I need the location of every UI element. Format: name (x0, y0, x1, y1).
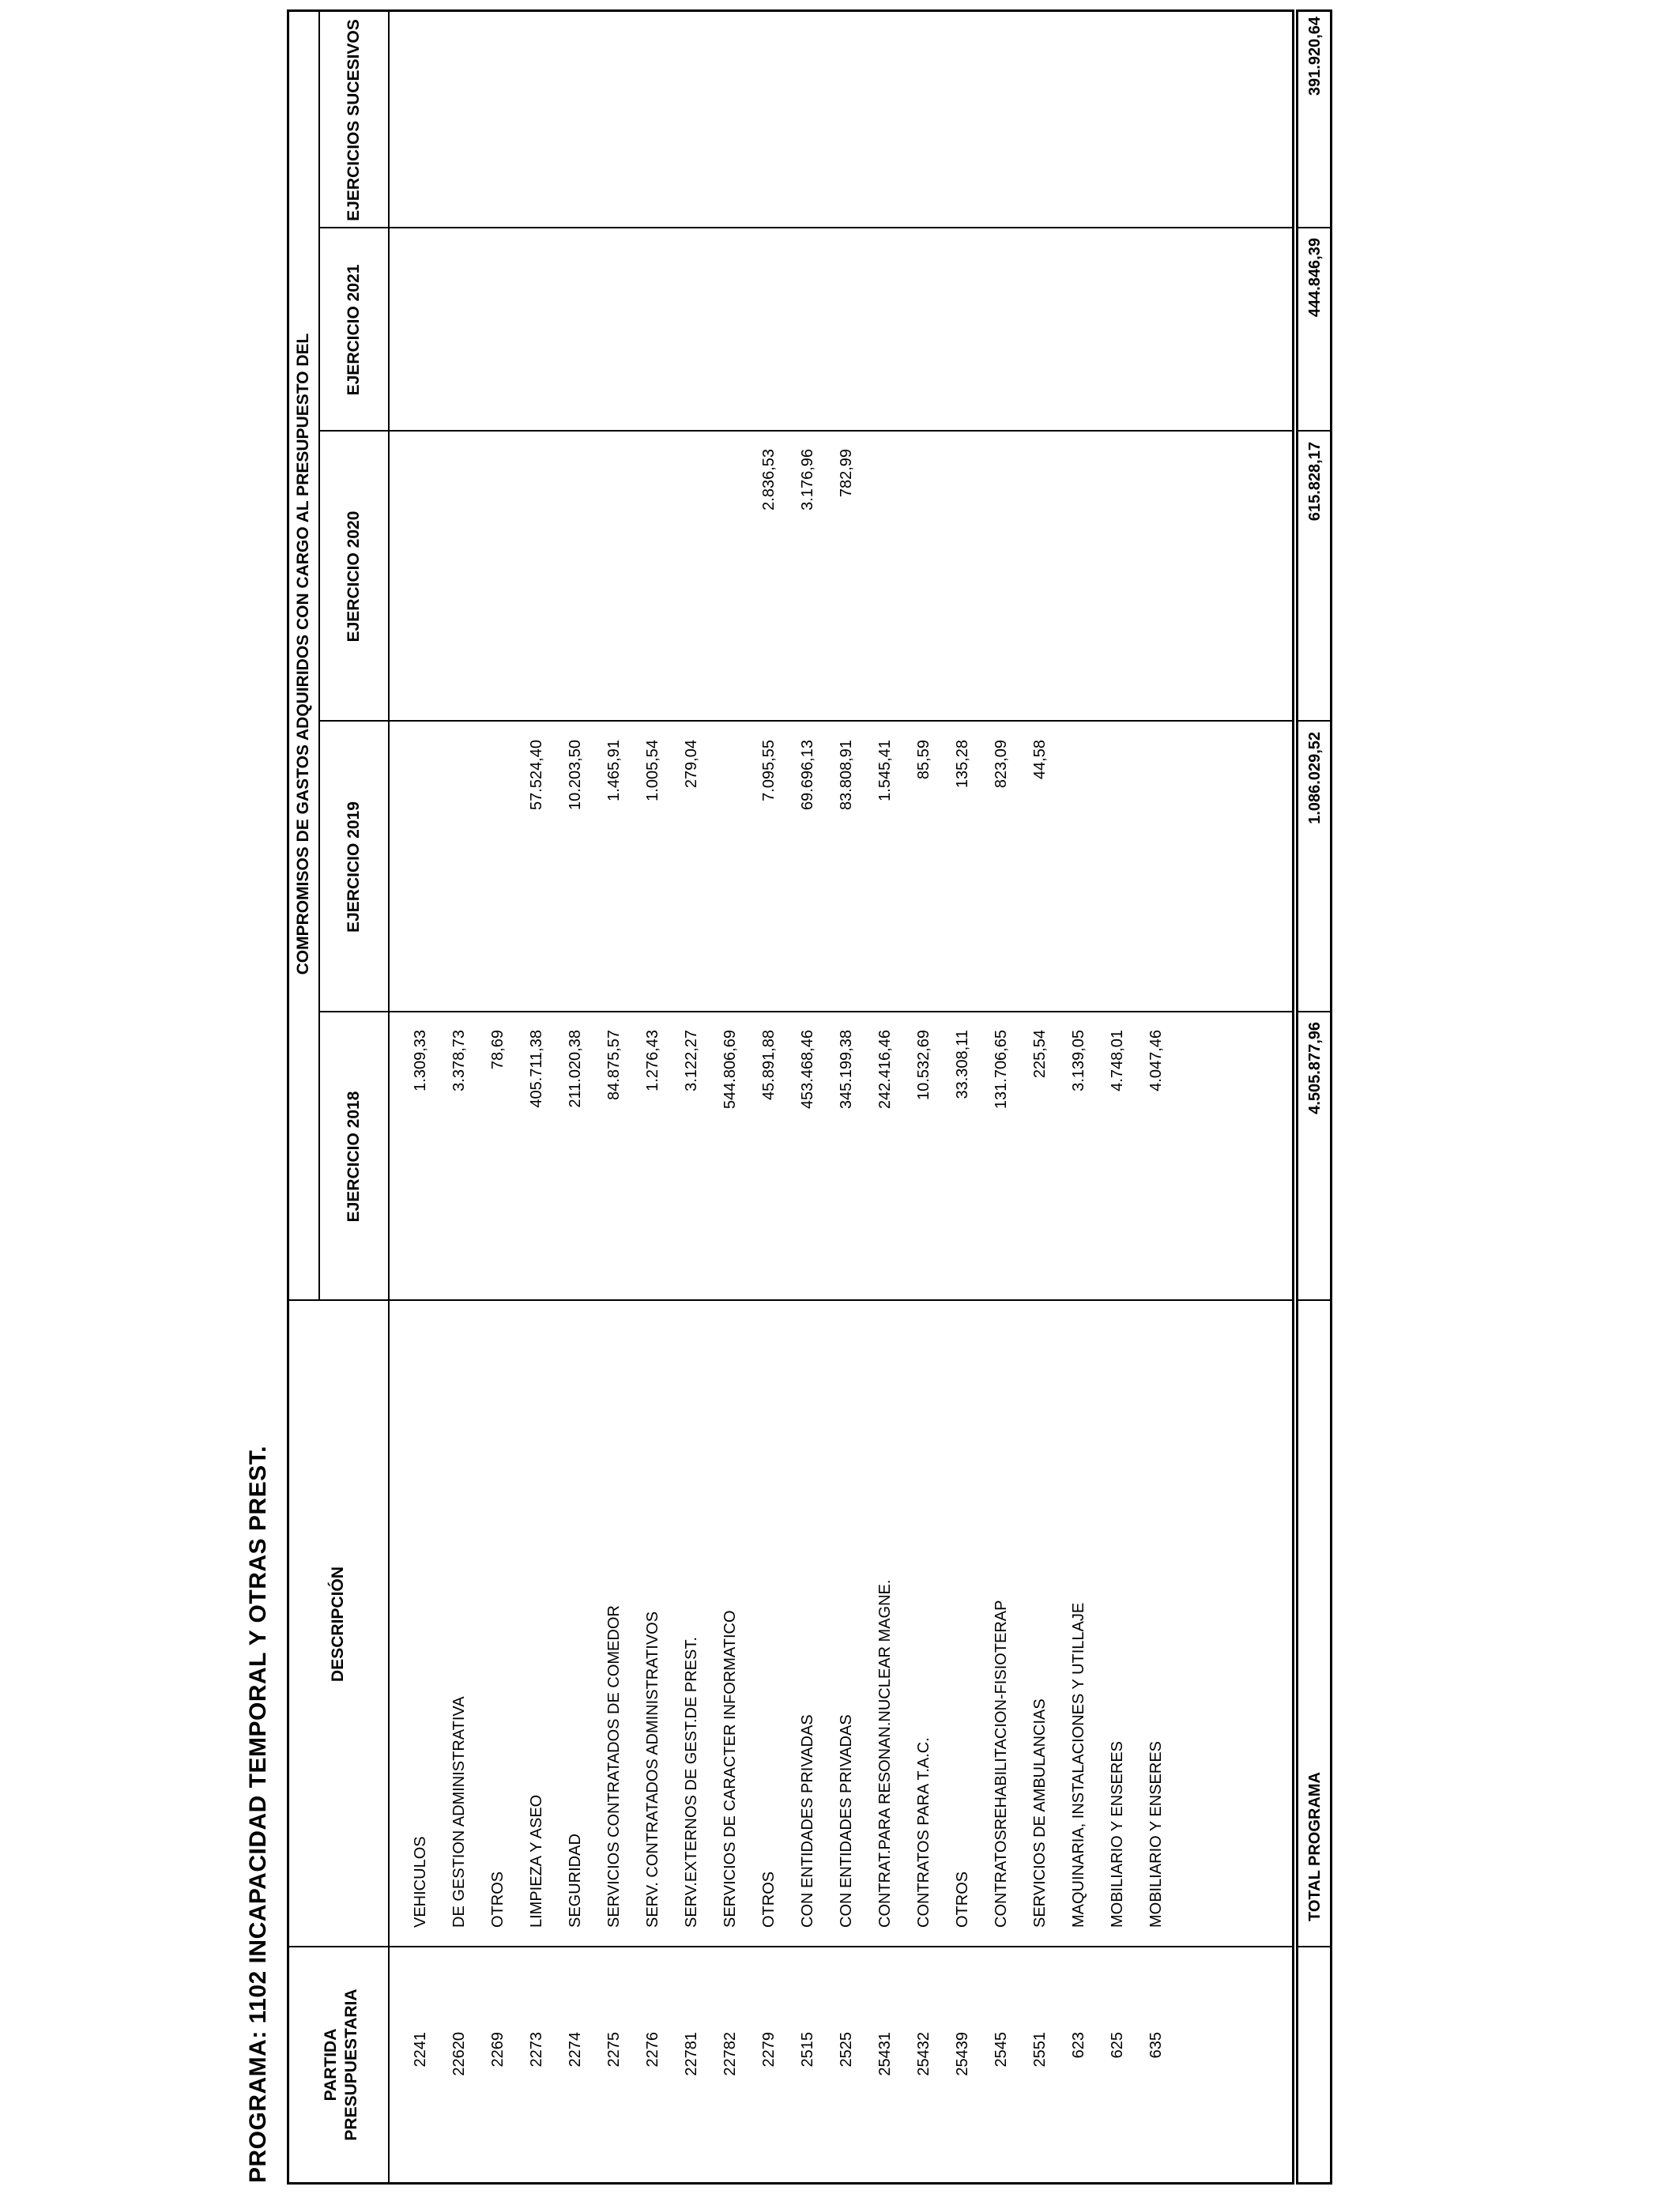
divider (388, 12, 390, 2182)
row-ejercicio-2018: 225,54 (1031, 1030, 1049, 1079)
row-ejercicio-2019: 10.203,50 (567, 740, 584, 810)
header-ejercicios-sucesivos: EJERCICIOS SUCESIVOS (345, 19, 363, 221)
row-ejercicio-2020: 3.176,96 (799, 449, 816, 511)
row-code: 22781 (683, 2032, 700, 2076)
total-sucesivos: 391.920,64 (1306, 17, 1324, 96)
header-descripcion: DESCRIPCIÓN (329, 1566, 347, 1682)
row-code: 22620 (450, 2032, 468, 2076)
row-ejercicio-2019: 1.465,91 (605, 740, 623, 801)
row-ejercicio-2018: 345.199,38 (838, 1030, 855, 1110)
row-ejercicio-2019: 1.005,54 (644, 740, 661, 801)
row-code: 2273 (528, 2032, 545, 2068)
row-code: 25431 (876, 2032, 894, 2076)
divider (289, 1946, 1292, 1947)
row-description: OTROS (954, 1871, 971, 1928)
divider (1298, 720, 1330, 722)
row-ejercicio-2018: 405.711,38 (528, 1030, 545, 1108)
header-ejercicio-2020: EJERCICIO 2020 (345, 511, 363, 643)
row-ejercicio-2018: 3.378,73 (450, 1030, 468, 1091)
row-ejercicio-2018: 33.308,11 (954, 1030, 971, 1099)
row-ejercicio-2019: 823,09 (993, 740, 1010, 789)
row-code: 2269 (489, 2032, 507, 2068)
row-code: 25439 (954, 2032, 971, 2076)
row-ejercicio-2018: 3.139,05 (1070, 1030, 1087, 1091)
total-2019: 1.086.029,52 (1306, 732, 1324, 824)
row-description: SERV. CONTRATADOS ADMINISTRATIVOS (644, 1611, 661, 1928)
row-description: VEHICULOS (412, 1836, 429, 1928)
row-code: 2276 (644, 2032, 661, 2068)
divider (1298, 1011, 1330, 1012)
row-description: MAQUINARIA, INSTALACIONES Y UTILLAJE (1070, 1602, 1087, 1928)
row-ejercicio-2018: 544.806,69 (721, 1030, 739, 1110)
row-code: 2551 (1031, 2032, 1049, 2068)
row-description: MOBILIARIO Y ENSERES (1109, 1740, 1126, 1928)
row-ejercicio-2019: 135,28 (954, 740, 971, 789)
row-description: CONTRAT.PARA RESONAN.NUCLEAR MAGNE. (876, 1579, 894, 1928)
row-ejercicio-2018: 78,69 (489, 1030, 507, 1070)
row-ejercicio-2018: 45.891,88 (760, 1030, 778, 1100)
row-ejercicio-2019: 1.545,41 (876, 740, 894, 801)
row-ejercicio-2019: 279,04 (683, 740, 700, 789)
divider (318, 430, 1292, 432)
divider (1298, 1299, 1330, 1301)
divider (1298, 227, 1330, 228)
row-code: 623 (1070, 2032, 1087, 2059)
divider (318, 12, 320, 1301)
page-title: PROGRAMA: 1102 INCAPACIDAD TEMPORAL Y OTRAS PREST. (245, 1446, 271, 2183)
header-ejercicio-2019: EJERCICIO 2019 (345, 801, 363, 933)
row-ejercicio-2018: 211.020,38 (567, 1030, 584, 1108)
row-ejercicio-2019: 83.808,91 (838, 740, 855, 810)
row-description: SERVICIOS DE CARACTER INFORMATICO (721, 1610, 739, 1928)
row-code: 2545 (993, 2032, 1010, 2068)
total-2021: 444.846,39 (1306, 238, 1324, 318)
row-description: SERV.EXTERNOS DE GEST.DE PREST. (683, 1637, 700, 1928)
row-code: 2275 (605, 2032, 623, 2068)
divider (1298, 430, 1330, 432)
row-code: 2274 (567, 2032, 584, 2068)
row-code: 2279 (760, 2032, 778, 2068)
row-code: 625 (1109, 2032, 1126, 2059)
total-2020: 615.828,17 (1306, 442, 1324, 522)
header-ejercicio-2018: EJERCICIO 2018 (345, 1091, 363, 1223)
row-ejercicio-2018: 1.276,43 (644, 1030, 661, 1091)
row-code: 25432 (915, 2032, 932, 2076)
row-code: 2525 (838, 2032, 855, 2068)
row-description: OTROS (489, 1871, 507, 1928)
row-ejercicio-2020: 2.836,53 (760, 449, 778, 511)
header-partida (321, 1947, 362, 2182)
row-ejercicio-2020: 782,99 (838, 449, 855, 498)
divider (318, 227, 1292, 228)
row-ejercicio-2019: 44,58 (1031, 740, 1049, 780)
row-code: 22782 (721, 2032, 739, 2076)
row-description: CONTRATOS PARA T.A.C. (915, 1737, 932, 1928)
divider (318, 720, 1292, 722)
row-description: SEGURIDAD (567, 1834, 584, 1928)
row-description: CON ENTIDADES PRIVADAS (799, 1714, 816, 1928)
row-ejercicio-2018: 4.748,01 (1109, 1030, 1126, 1091)
row-ejercicio-2018: 84.875,57 (605, 1030, 623, 1100)
row-ejercicio-2019: 57.524,40 (528, 740, 545, 810)
row-ejercicio-2018: 131.706,65 (993, 1030, 1010, 1110)
row-ejercicio-2018: 453.468,46 (799, 1030, 816, 1110)
row-description: DE GESTION ADMINISTRATIVA (450, 1696, 468, 1928)
header-partida-line1: PARTIDA (322, 2028, 340, 2102)
row-ejercicio-2018: 242.416,46 (876, 1030, 894, 1110)
header-compromisos: COMPROMISOS DE GASTOS ADQUIRIDOS CON CARGO AL PRESUPUESTO DEL (294, 333, 312, 975)
row-description: SERVICIOS CONTRATADOS DE COMEDOR (605, 1605, 623, 1928)
commitments-table (287, 9, 1294, 2185)
header-ejercicio-2021: EJERCICIO 2021 (345, 264, 363, 396)
total-label: TOTAL PROGRAMA (1306, 1772, 1324, 1921)
divider (318, 1011, 1292, 1012)
row-ejercicio-2018: 1.309,33 (412, 1030, 429, 1091)
row-ejercicio-2019: 69.696,13 (799, 740, 816, 810)
divider (1298, 1946, 1330, 1947)
row-description: SERVICIOS DE AMBULANCIAS (1031, 1698, 1049, 1928)
divider (289, 1299, 1292, 1301)
row-code: 2515 (799, 2032, 816, 2068)
total-2018: 4.505.877,96 (1306, 1022, 1324, 1114)
row-ejercicio-2019: 85,59 (915, 740, 932, 780)
row-ejercicio-2018: 4.047,46 (1147, 1030, 1165, 1091)
header-partida-line2: PRESUPUESTARIA (342, 1989, 360, 2141)
row-description: OTROS (760, 1871, 778, 1928)
row-description: MOBILIARIO Y ENSERES (1147, 1740, 1165, 1928)
row-ejercicio-2018: 3.122,27 (683, 1030, 700, 1091)
row-description: LIMPIEZA Y ASEO (528, 1794, 545, 1928)
row-ejercicio-2019: 7.095,55 (760, 740, 778, 801)
row-description: CON ENTIDADES PRIVADAS (838, 1714, 855, 1928)
row-code: 2241 (412, 2032, 429, 2068)
row-code: 635 (1147, 2032, 1165, 2059)
total-row (1296, 9, 1332, 2185)
row-description: CONTRATOSREHABILITACION-FISIOTERAP (993, 1600, 1010, 1928)
row-ejercicio-2018: 10.532,69 (915, 1030, 932, 1100)
